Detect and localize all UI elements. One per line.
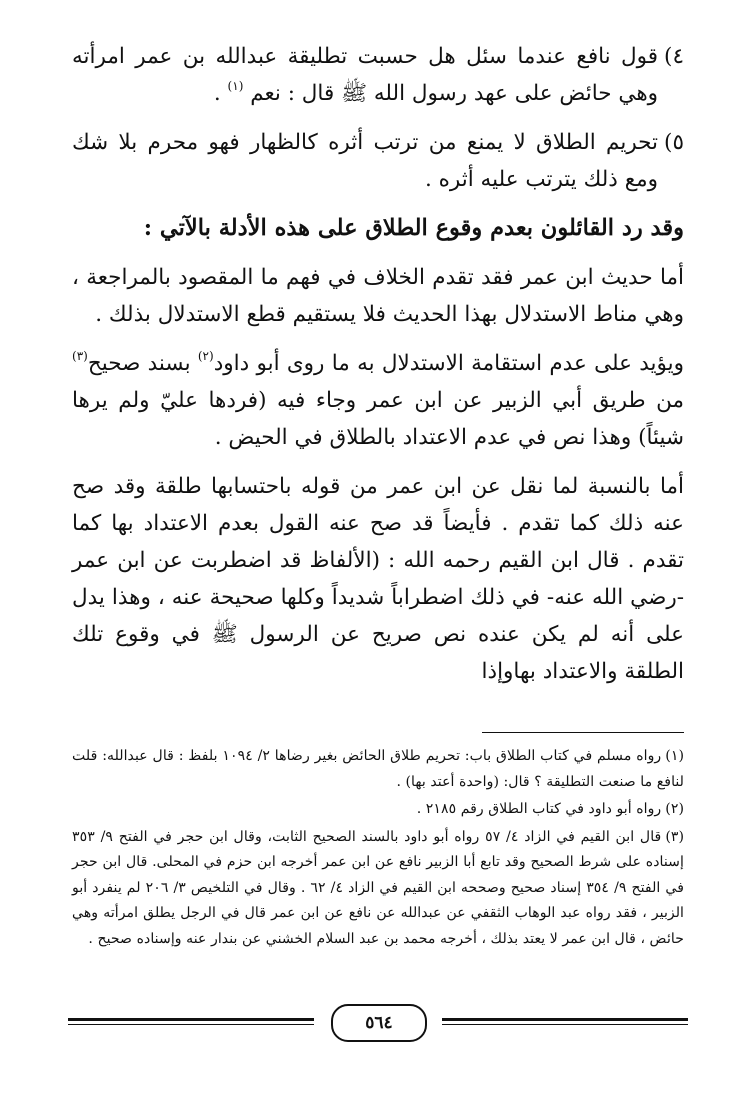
- footnotes: [72, 744, 684, 954]
- footnote-text: قال ابن القيم في الزاد ٤/ ٥٧ رواه أبو داود بالسند الصحيح الثابت، وقال ابن حجر في الفتح ٩/ ٣٥٣ إسناده على شرط الصحيح وقد تابع أبا الزبير نافع عن ابن عمر أخرجه ابن حزم في المحلى. قال ابن حجر في الفتح ٩/ ٣٥٤ إسناد صحيح وصححه ابن القيم في الزاد ٤/ ٦٢ . وقال في التلخيص ٣/ ٢٠٦ لم ينفرد أبو الزبير ، فقد رواه عبد الوهاب الثقفي عن عبدالله عن نافع عن ابن عمر قال في الرجل يطلق امرأته وهي حائض ، قال ابن عمر لا يعتد بذلك ، أخرجه محمد بن عبد السلام الخشني عن بندار عنه وإسناده صحيح .: [72, 828, 684, 947]
- footnote-ref-3[interactable]: (٣): [72, 349, 88, 363]
- item-text: تحريم الطلاق لا يمنع من ترتب أثره كالظهار فهو محرم بلا شك ومع ذلك يترتب عليه أثره .: [72, 130, 659, 192]
- list-item-4: [72, 38, 684, 112]
- item-number: ٥): [664, 130, 684, 155]
- footnote-separator: [482, 732, 684, 733]
- bottom-rule-right-thin: [442, 1024, 688, 1025]
- paragraph-2: [72, 345, 684, 456]
- paragraph-3: أما بالنسبة لما نقل عن ابن عمر من قوله باحتسابها طلقة وقد صح عنه ذلك كما تقدم . فأيضاً قد صح عنه القول بعدم الاعتداد بها كما تقدم . قال ابن القيم رحمه الله : (الألفاظ قد اضطربت عن ابن عمر -رضي الله عنه- في ذلك اضطراباً شديداً وكلها صحيحة عنه ، وهذا يدل على أنه لم يكن عنده نص صريح عن الرسول ﷺ في وقوع تلك الطلقة والاعتداد بهاوإذا: [72, 474, 684, 684]
- list-item-5: [72, 124, 684, 198]
- paragraph-2-part-2: بسند صحيح: [87, 351, 191, 376]
- footnote-ref-1[interactable]: (١): [227, 79, 244, 93]
- footnote-number: (١): [665, 748, 684, 764]
- bottom-rule-right-thick: [442, 1018, 688, 1021]
- section-heading: وقد رد القائلون بعدم وقوع الطلاق على هذه الأدلة بالآتي :: [143, 215, 684, 241]
- book-page: [72, 38, 684, 1058]
- footnote-3: [72, 825, 684, 953]
- page-number: ٥٦٤: [331, 1004, 427, 1042]
- item-number: ٤): [664, 44, 684, 69]
- footnote-text: رواه مسلم في كتاب الطلاق باب: تحريم طلاق الحائض بغير رضاها ٢/ ١٠٩٤ بلفظ : قال عبدالله: قلت لنافع ما صنعت التطليقة ؟ قال: (واحدة أعتد بها) .: [72, 748, 684, 790]
- footnote-ref-2[interactable]: (٢): [197, 349, 214, 363]
- item-4-end: .: [213, 81, 221, 106]
- item-text: [72, 38, 658, 112]
- footnote-number: (٣): [665, 828, 685, 845]
- main-text: [72, 38, 684, 690]
- paragraph-2-part-1: ويؤيد على عدم استقامة الاستدلال به ما روى أبو داود: [213, 351, 684, 376]
- footnote-1: [72, 744, 684, 795]
- footnote-number: (٢): [665, 801, 684, 817]
- footnote-text: رواه أبو داود في كتاب الطلاق رقم ٢١٨٥ .: [416, 801, 662, 817]
- bottom-rule-left-thin: [68, 1024, 314, 1025]
- paragraph-1: أما حديث ابن عمر فقد تقدم الخلاف في فهم ما المقصود بالمراجعة ، وهي مناط الاستدلال بهذا الحديث فلا يستقيم قطع الاستدلال بذلك .: [72, 265, 684, 327]
- paragraph-2-part-3: من طريق أبي الزبير عن ابن عمر وجاء فيه (فردها عليّ ولم يرها شيئاً) وهذا نص في عدم الاعتداد بالطلاق في الحيض .: [72, 388, 684, 450]
- footnote-2: [72, 797, 684, 823]
- bottom-rule-left-thick: [68, 1018, 314, 1021]
- item-4-text: قول نافع عندما سئل هل حسبت تطليقة عبدالله بن عمر امرأته وهي حائض على عهد رسول الله ﷺ قال : نعم: [72, 44, 659, 106]
